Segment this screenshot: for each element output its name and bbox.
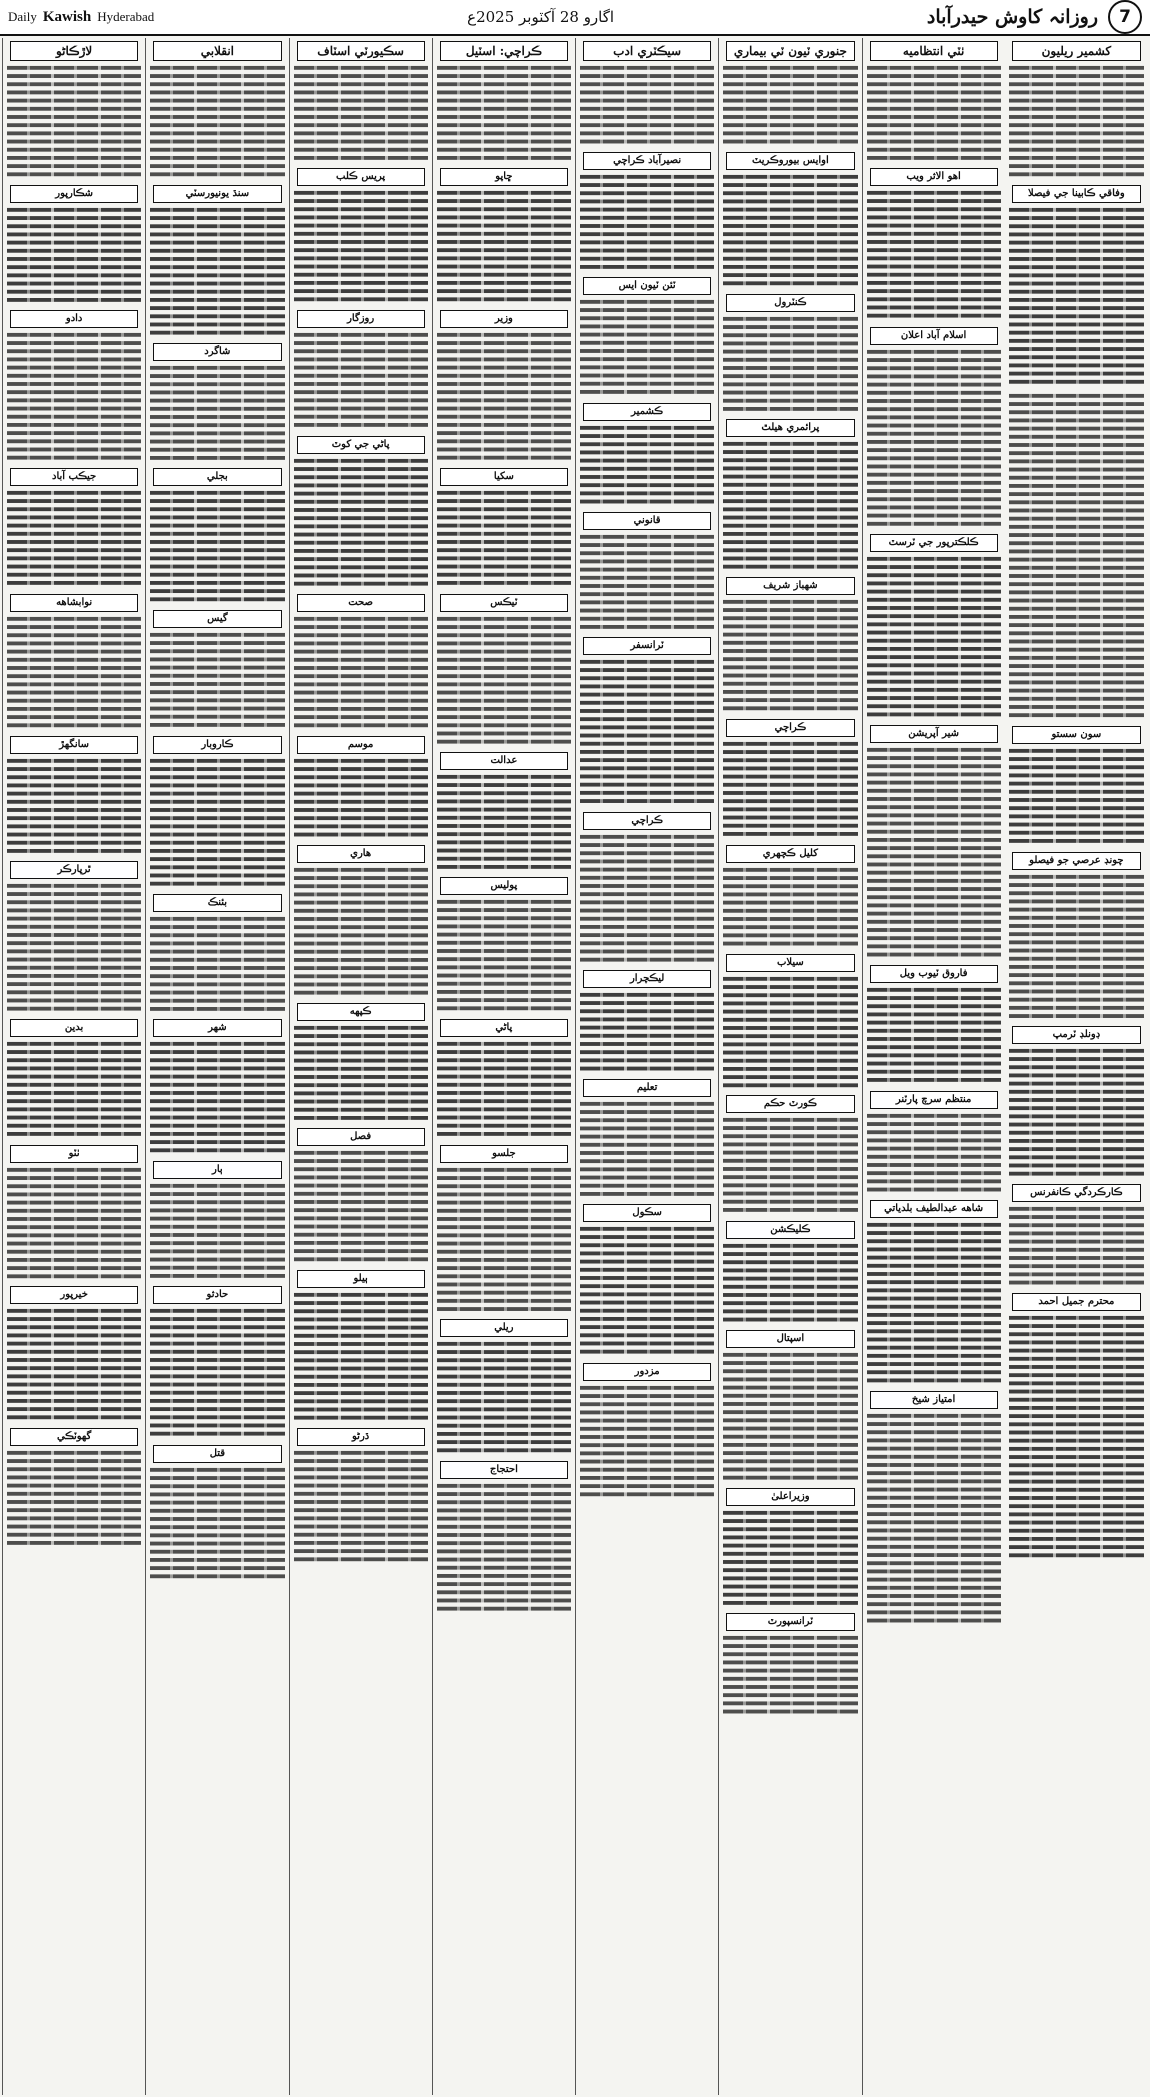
story-body-text bbox=[867, 1221, 1001, 1385]
story-headline: فاروق ٽيوب ويل bbox=[870, 965, 998, 983]
news-story bbox=[436, 877, 572, 1013]
news-story bbox=[293, 845, 429, 997]
news-story bbox=[579, 1079, 715, 1198]
news-story bbox=[436, 168, 572, 304]
news-story bbox=[722, 294, 858, 413]
story-headline: اسپتال bbox=[726, 1330, 854, 1348]
news-story bbox=[722, 152, 858, 288]
story-headline: ٽرانسپورٽ bbox=[726, 1613, 854, 1631]
news-story bbox=[149, 894, 285, 1013]
story-body-text bbox=[150, 206, 284, 337]
story-headline: سڪيورٽي اسٽاف bbox=[297, 41, 425, 61]
story-headline: بئنڪ bbox=[153, 894, 281, 912]
news-story bbox=[579, 41, 715, 146]
story-body-text bbox=[867, 1112, 1001, 1194]
news-story bbox=[6, 41, 142, 179]
news-story bbox=[6, 468, 142, 587]
story-body-text bbox=[723, 64, 857, 146]
story-headline: پاڻي جي کوٽ bbox=[297, 436, 425, 454]
story-body-text bbox=[1009, 1047, 1144, 1178]
english-brand-name: Kawish bbox=[42, 8, 92, 25]
story-body-text bbox=[437, 64, 571, 162]
story-body-text bbox=[7, 757, 141, 855]
story-body-text bbox=[294, 189, 428, 304]
story-headline: جلسو bbox=[440, 1145, 568, 1163]
english-nameplate bbox=[8, 9, 154, 26]
news-story bbox=[866, 1091, 1002, 1194]
story-body-text bbox=[150, 1466, 284, 1581]
story-headline: ڪراچي: اسٽيل bbox=[440, 41, 568, 61]
news-story bbox=[1008, 726, 1145, 845]
news-story bbox=[579, 812, 715, 964]
news-story bbox=[722, 719, 858, 838]
story-body-text bbox=[7, 1307, 141, 1422]
story-headline: پاڻي bbox=[440, 1019, 568, 1037]
story-headline: سنڌ يونيورسٽي bbox=[153, 185, 281, 203]
story-body-text bbox=[723, 1242, 857, 1324]
story-body-text bbox=[437, 1482, 571, 1613]
story-headline: ڌرڻو bbox=[297, 1428, 425, 1446]
english-city-label: Hyderabad bbox=[97, 8, 155, 24]
story-body-text bbox=[7, 615, 141, 730]
story-body-text bbox=[723, 315, 857, 413]
story-headline: انقلابي bbox=[153, 41, 281, 61]
news-story bbox=[866, 1200, 1002, 1385]
story-body-text bbox=[723, 598, 857, 713]
news-story bbox=[866, 534, 1002, 719]
story-headline: شڪارپور bbox=[10, 185, 138, 203]
story-body-text bbox=[867, 555, 1001, 719]
story-body-text bbox=[294, 757, 428, 839]
news-story bbox=[436, 1319, 572, 1455]
news-story bbox=[149, 185, 285, 337]
news-story bbox=[6, 1019, 142, 1138]
story-headline: عدالت bbox=[440, 752, 568, 770]
story-body-text bbox=[7, 1040, 141, 1138]
story-headline: وفاقي ڪابينا جي فيصلا bbox=[1012, 185, 1141, 203]
news-story bbox=[436, 594, 572, 746]
issue-date: اگارو 28 آکٽوبر 2025ع bbox=[467, 8, 615, 26]
news-story bbox=[722, 954, 858, 1090]
story-body-text bbox=[723, 1116, 857, 1214]
news-story bbox=[6, 594, 142, 730]
news-column bbox=[718, 38, 861, 2095]
story-body-text bbox=[580, 424, 714, 506]
news-story bbox=[436, 752, 572, 871]
story-headline: ڊونلڊ ٽرمپ bbox=[1012, 1026, 1141, 1044]
news-story bbox=[293, 736, 429, 839]
story-body-text bbox=[150, 757, 284, 888]
story-headline: ريلي bbox=[440, 1319, 568, 1337]
news-story bbox=[293, 168, 429, 304]
story-headline: شهباز شريف bbox=[726, 577, 854, 595]
news-story bbox=[293, 1128, 429, 1264]
story-headline: نوابشاهه bbox=[10, 594, 138, 612]
news-story bbox=[722, 419, 858, 571]
story-headline: پرائمري هيلٿ bbox=[726, 419, 854, 437]
story-body-text bbox=[723, 975, 857, 1090]
news-story bbox=[6, 1286, 142, 1422]
story-body-text bbox=[437, 189, 571, 304]
story-headline: منتظم سرچ پارٽنر bbox=[870, 1091, 998, 1109]
news-story bbox=[866, 725, 1002, 959]
news-column bbox=[575, 38, 718, 2095]
story-headline: ڪاروبار bbox=[153, 736, 281, 754]
story-body-text bbox=[723, 866, 857, 948]
story-headline: روزگار bbox=[297, 310, 425, 328]
news-story bbox=[722, 1095, 858, 1214]
story-body-text bbox=[580, 833, 714, 964]
story-body-text bbox=[1009, 873, 1144, 1021]
story-body-text bbox=[150, 489, 284, 604]
news-story bbox=[1008, 185, 1145, 386]
story-headline: امتياز شيخ bbox=[870, 1391, 998, 1409]
story-body-text bbox=[150, 1040, 284, 1155]
story-headline: مزدور bbox=[583, 1363, 711, 1381]
story-headline: پوليس bbox=[440, 877, 568, 895]
story-body-text bbox=[437, 615, 571, 746]
story-body-text bbox=[723, 1634, 857, 1716]
story-headline: حادثو bbox=[153, 1286, 281, 1304]
news-story bbox=[293, 1003, 429, 1122]
story-body-text bbox=[150, 64, 284, 179]
news-story bbox=[6, 861, 142, 1013]
news-story bbox=[866, 965, 1002, 1084]
news-story bbox=[436, 1145, 572, 1314]
story-body-text bbox=[437, 1040, 571, 1138]
story-headline: نصيرآباد ڪراچي bbox=[583, 152, 711, 170]
news-column bbox=[2, 38, 145, 2095]
story-body-text bbox=[723, 740, 857, 838]
story-headline: محترم جميل احمد bbox=[1012, 1293, 1141, 1311]
news-column bbox=[145, 38, 288, 2095]
story-headline: ٻيلو bbox=[297, 1270, 425, 1288]
news-story bbox=[436, 1019, 572, 1138]
news-story bbox=[293, 594, 429, 730]
news-story bbox=[866, 41, 1002, 162]
news-column bbox=[862, 38, 1005, 2095]
news-story bbox=[1008, 1293, 1145, 1560]
story-body-text bbox=[7, 1449, 141, 1547]
story-body-text bbox=[1009, 392, 1144, 720]
news-story bbox=[149, 343, 285, 462]
story-headline: قتل bbox=[153, 1445, 281, 1463]
story-body-text bbox=[150, 364, 284, 462]
story-headline: ڪورٽ حڪم bbox=[726, 1095, 854, 1113]
story-body-text bbox=[867, 986, 1001, 1084]
story-body-text bbox=[150, 1307, 284, 1438]
news-story bbox=[293, 436, 429, 588]
story-headline: ڇاپو bbox=[440, 168, 568, 186]
news-story bbox=[6, 310, 142, 462]
story-body-text bbox=[437, 1340, 571, 1455]
news-story bbox=[149, 1019, 285, 1155]
story-body-text bbox=[580, 1225, 714, 1356]
news-story bbox=[149, 610, 285, 729]
story-headline: اوايس بيوروڪريٽ bbox=[726, 152, 854, 170]
story-headline: ڪلڪترپور جي ٽرسٽ bbox=[870, 534, 998, 552]
news-story bbox=[6, 736, 142, 855]
story-headline: ڪراچي bbox=[583, 812, 711, 830]
story-headline: فصل bbox=[297, 1128, 425, 1146]
news-story bbox=[293, 1428, 429, 1564]
story-body-text bbox=[294, 1149, 428, 1264]
story-headline: لاڙڪاڻو bbox=[10, 41, 138, 61]
story-headline: کشمیر ریلیون bbox=[1012, 41, 1141, 61]
story-headline: چونڊ عرصي جو فيصلو bbox=[1012, 852, 1141, 870]
story-headline: هاري bbox=[297, 845, 425, 863]
story-body-text bbox=[294, 1024, 428, 1122]
story-body-text bbox=[580, 1384, 714, 1499]
news-story bbox=[579, 277, 715, 396]
story-body-text bbox=[867, 64, 1001, 162]
story-headline: شهر bbox=[153, 1019, 281, 1037]
story-headline: ٻار bbox=[153, 1161, 281, 1179]
story-body-text bbox=[580, 991, 714, 1073]
story-body-text bbox=[437, 331, 571, 462]
story-headline: جيڪب آباد bbox=[10, 468, 138, 486]
story-headline: احتجاج bbox=[440, 1461, 568, 1479]
story-headline: گهوٽڪي bbox=[10, 1428, 138, 1446]
news-story bbox=[149, 1445, 285, 1581]
story-body-text bbox=[7, 331, 141, 462]
news-story bbox=[722, 845, 858, 948]
story-headline: اسلام آباد اعلان bbox=[870, 327, 998, 345]
story-body-text bbox=[294, 1449, 428, 1564]
story-body-text bbox=[294, 615, 428, 730]
story-body-text bbox=[867, 348, 1001, 528]
story-body-text bbox=[150, 631, 284, 729]
news-story bbox=[436, 468, 572, 587]
news-story bbox=[436, 41, 572, 162]
story-headline: ڪنٽرول bbox=[726, 294, 854, 312]
news-story bbox=[722, 1488, 858, 1607]
story-body-text bbox=[1009, 747, 1144, 845]
story-headline: ڪليڪشن bbox=[726, 1221, 854, 1239]
page-number: 7 bbox=[1108, 0, 1142, 34]
story-body-text bbox=[294, 866, 428, 997]
news-story bbox=[6, 1428, 142, 1547]
story-headline: ٽئن ٽيون ايس bbox=[583, 277, 711, 295]
story-body-text bbox=[294, 1291, 428, 1422]
story-headline: سکيا bbox=[440, 468, 568, 486]
story-body-text bbox=[294, 331, 428, 429]
news-story bbox=[866, 327, 1002, 528]
news-story bbox=[722, 41, 858, 146]
story-headline: وزيراعلیٰ bbox=[726, 1488, 854, 1506]
news-story bbox=[293, 310, 429, 429]
story-headline: خيرپور bbox=[10, 1286, 138, 1304]
story-body-text bbox=[437, 1166, 571, 1314]
story-headline: وزير bbox=[440, 310, 568, 328]
story-body-text bbox=[580, 533, 714, 631]
news-story bbox=[1008, 1184, 1145, 1287]
newspaper-columns bbox=[2, 38, 1148, 2095]
story-body-text bbox=[723, 1509, 857, 1607]
news-story bbox=[722, 1613, 858, 1716]
story-headline: تعليم bbox=[583, 1079, 711, 1097]
news-story bbox=[149, 468, 285, 604]
story-headline: بجلي bbox=[153, 468, 281, 486]
english-daily-label: Daily bbox=[8, 8, 37, 24]
story-headline: صحت bbox=[297, 594, 425, 612]
story-headline: موسم bbox=[297, 736, 425, 754]
news-story bbox=[722, 1221, 858, 1324]
story-body-text bbox=[1009, 64, 1144, 179]
story-headline: بدين bbox=[10, 1019, 138, 1037]
news-story bbox=[149, 736, 285, 888]
story-headline: سڪول bbox=[583, 1204, 711, 1222]
story-body-text bbox=[150, 915, 284, 1013]
story-body-text bbox=[723, 1351, 857, 1482]
news-story bbox=[149, 1286, 285, 1438]
story-headline: گيس bbox=[153, 610, 281, 628]
story-body-text bbox=[867, 189, 1001, 320]
story-headline: ڪارڪردگي ڪانفرنس bbox=[1012, 1184, 1141, 1202]
story-headline: سون سستو bbox=[1012, 726, 1141, 744]
news-story bbox=[6, 185, 142, 304]
story-headline: قانوني bbox=[583, 512, 711, 530]
story-headline: ٺٽي انتظاميه bbox=[870, 41, 998, 61]
news-story bbox=[579, 970, 715, 1073]
story-body-text bbox=[867, 746, 1001, 959]
story-headline: اهو الاثر ويب bbox=[870, 168, 998, 186]
story-headline: ڪراچي bbox=[726, 719, 854, 737]
story-headline: ٿرپارڪر bbox=[10, 861, 138, 879]
masthead bbox=[0, 0, 1150, 36]
paper-title: روزانہ کاوش حیدرآباد bbox=[926, 6, 1098, 28]
story-headline: ٽيڪس bbox=[440, 594, 568, 612]
story-headline: ڪشمير bbox=[583, 403, 711, 421]
story-headline: شير آپريشن bbox=[870, 725, 998, 743]
story-headline: ٺٽو bbox=[10, 1145, 138, 1163]
story-headline: شاهه عبدالطيف بلدياتي bbox=[870, 1200, 998, 1218]
news-story bbox=[436, 310, 572, 462]
news-story bbox=[722, 577, 858, 713]
story-body-text bbox=[7, 64, 141, 179]
news-story bbox=[1008, 392, 1145, 720]
news-story bbox=[149, 1161, 285, 1280]
story-headline: جنوري ٽيون ٽي بيماري bbox=[726, 41, 854, 61]
story-headline: دادو bbox=[10, 310, 138, 328]
story-body-text bbox=[1009, 1314, 1144, 1560]
story-body-text bbox=[580, 173, 714, 271]
story-body-text bbox=[7, 882, 141, 1013]
story-body-text bbox=[580, 64, 714, 146]
story-body-text bbox=[294, 64, 428, 162]
story-headline: ٽرانسفر bbox=[583, 637, 711, 655]
story-body-text bbox=[1009, 206, 1144, 386]
story-body-text bbox=[7, 489, 141, 587]
news-story bbox=[579, 152, 715, 271]
news-story bbox=[293, 41, 429, 162]
story-body-text bbox=[723, 440, 857, 571]
news-column bbox=[1005, 38, 1148, 2095]
story-body-text bbox=[150, 1182, 284, 1280]
news-story bbox=[1008, 41, 1145, 179]
story-body-text bbox=[723, 173, 857, 288]
news-column bbox=[289, 38, 432, 2095]
story-body-text bbox=[437, 489, 571, 587]
story-body-text bbox=[580, 658, 714, 806]
story-headline: کليل ڪچهري bbox=[726, 845, 854, 863]
story-headline: پريس ڪلب bbox=[297, 168, 425, 186]
story-headline: سيلاب bbox=[726, 954, 854, 972]
story-body-text bbox=[580, 1100, 714, 1198]
news-story bbox=[866, 168, 1002, 320]
story-headline: ليڪچرار bbox=[583, 970, 711, 988]
story-headline: ڪپهه bbox=[297, 1003, 425, 1021]
story-headline: شاگرد bbox=[153, 343, 281, 361]
story-body-text bbox=[294, 457, 428, 588]
story-body-text bbox=[1009, 1205, 1144, 1287]
news-story bbox=[866, 1391, 1002, 1625]
news-column bbox=[432, 38, 575, 2095]
story-headline: سيڪٽري ادب bbox=[583, 41, 711, 61]
news-story bbox=[579, 403, 715, 506]
story-headline: سانگهڙ bbox=[10, 736, 138, 754]
story-body-text bbox=[437, 898, 571, 1013]
news-story bbox=[579, 512, 715, 631]
story-body-text bbox=[867, 1412, 1001, 1625]
story-body-text bbox=[7, 206, 141, 304]
news-story bbox=[1008, 852, 1145, 1021]
news-story bbox=[436, 1461, 572, 1613]
news-story bbox=[293, 1270, 429, 1422]
story-body-text bbox=[580, 298, 714, 396]
news-story bbox=[579, 1363, 715, 1499]
news-story bbox=[149, 41, 285, 179]
news-story bbox=[1008, 1026, 1145, 1178]
story-body-text bbox=[7, 1166, 141, 1281]
story-body-text bbox=[437, 773, 571, 871]
news-story bbox=[6, 1145, 142, 1281]
news-story bbox=[579, 637, 715, 806]
news-story bbox=[722, 1330, 858, 1482]
news-story bbox=[579, 1204, 715, 1356]
